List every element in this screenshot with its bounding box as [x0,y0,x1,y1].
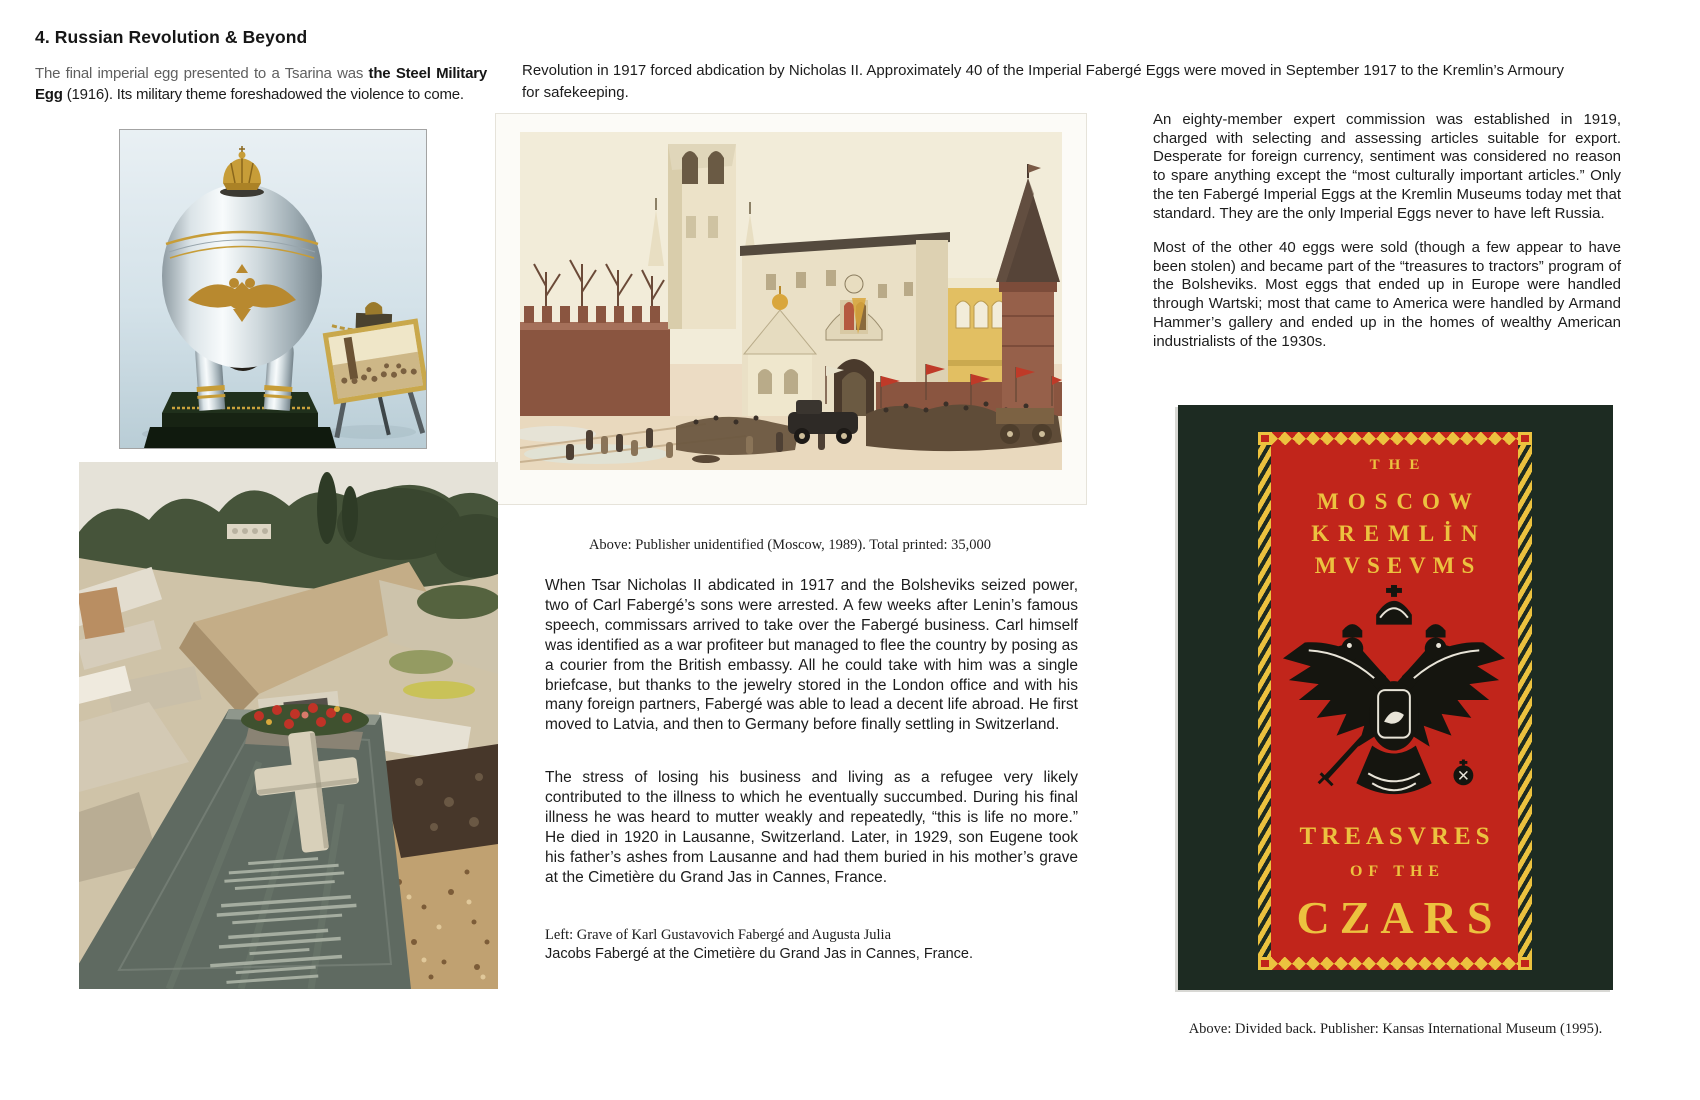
steel-military-egg-photo [119,129,427,449]
painting-caption: Above: Publisher unidentified (Moscow, 1989). Total printed: 35,000 [588,537,992,553]
rope-border-right [1518,432,1532,970]
kremlin-gate-painting-illustration [496,114,1086,504]
kremlin-gate-painting [495,113,1087,505]
cover-line-treasures: TREASVRES [1299,823,1495,850]
corner-square-bottom-right [1518,957,1532,970]
grave-caption-line2: Jacobs Fabergé at the Cimetière du Grand Jas in Cannes, France. [545,946,973,962]
cover-line-museums: MVSEVMS [1314,553,1482,578]
middle-paragraph-1: When Tsar Nicholas II abdicated in 1917 and the Bolsheviks seized power, two of Carl Fabergé’s sons were arrested. A few weeks after Lenin’s famous speech, commissars arrived to take over the Fabergé business. Carl himself was identified as a war profiteer but managed to flee the country by posing as a courier from the British embassy. All he could take with him was a single briefcase, but thanks to the jewelry stored in the London office and with his many foreign partners, Fabergé was able to lead a decent life abroad. He first moved to Latvia, and then to Germany before finally settling in Switzerland. [545,577,1078,734]
treasures-of-the-czars-cover [1178,405,1613,990]
faberge-grave-illustration [79,462,498,989]
corner-square-bottom-left [1258,957,1272,970]
double-headed-eagle-emblem [1275,585,1513,813]
cover-line-kremlin: KREMLİN [1311,521,1487,546]
grave-caption [545,926,973,964]
intro-text-gray: The final imperial egg presented to a Tsarina was [35,65,369,82]
cover-line-of-the: OF THE [1349,863,1446,880]
grave-caption-line1: Left: Grave of Karl Gustavovich Fabergé and Augusta Julia [545,927,892,943]
diamond-border-top [1271,432,1518,445]
cover-caption: Above: Divided back. Publisher: Kansas International Museum (1995). [1188,1021,1603,1037]
middle-paragraph-2: The stress of losing his business and living as a refugee very likely contributed to the illness to which he eventually succumbed. During his final illness he was heard to mutter weakly and repeatedly, “this is life no more.” He died in 1920 in Lausanne, Switzerland. Later, in 1929, son Eugene took his father’s ashes from Lausanne and had them buried in his mother’s grave at the Cimetière du Grand Jas in Cannes, France. [545,769,1078,886]
rope-border-left [1258,432,1271,970]
right-column-paragraph-1: An eighty-member expert commission was established in 1919, charged with selecting and assessing articles suitable for export. Desperate for foreign currency, sentiment was considered no reason to spare anything except the “most culturally important articles.” Only the ten Fabergé Imperial Eggs at the Kremlin Museums today met that standard. They are the only Imperial Eggs never to have left Russia. [1153,111,1621,222]
page-title: 4. Russian Revolution & Beyond [35,27,308,47]
cover-line-the: THE [1369,457,1429,473]
intro-text-rest: (1916). Its military theme foreshadowed the violence to come. [62,86,464,103]
right-column-paragraph-2: Most of the other 40 eggs were sold (though a few appear to have been stolen) and became part of the “treasures to tractors” program of the Bolsheviks. Most eggs that ended up in Europe were handled through Wartski; most that came to America were handled by Armand Hammer’s gallery and ended up in the homes of wealthy American industrialists of the 1930s. [1153,239,1621,350]
corner-square-top-left [1258,432,1272,445]
cover-red-panel [1271,445,1518,957]
faberge-grave-photo [79,462,498,989]
steel-military-egg-illustration [120,130,426,448]
diamond-border-bottom [1271,957,1518,970]
intro-text-bold: the Steel Military Egg [35,65,487,103]
intro-paragraph [35,63,487,105]
lead-paragraph: Revolution in 1917 forced abdication by Nicholas II. Approximately 40 of the Imperial Fabergé Eggs were moved in September 1917 to the Kremlin’s Armoury for safekeeping. [522,62,1564,101]
cover-line-czars: CZARS [1296,892,1503,943]
corner-square-top-right [1518,432,1532,445]
cover-line-moscow: MOSCOW [1317,489,1481,514]
